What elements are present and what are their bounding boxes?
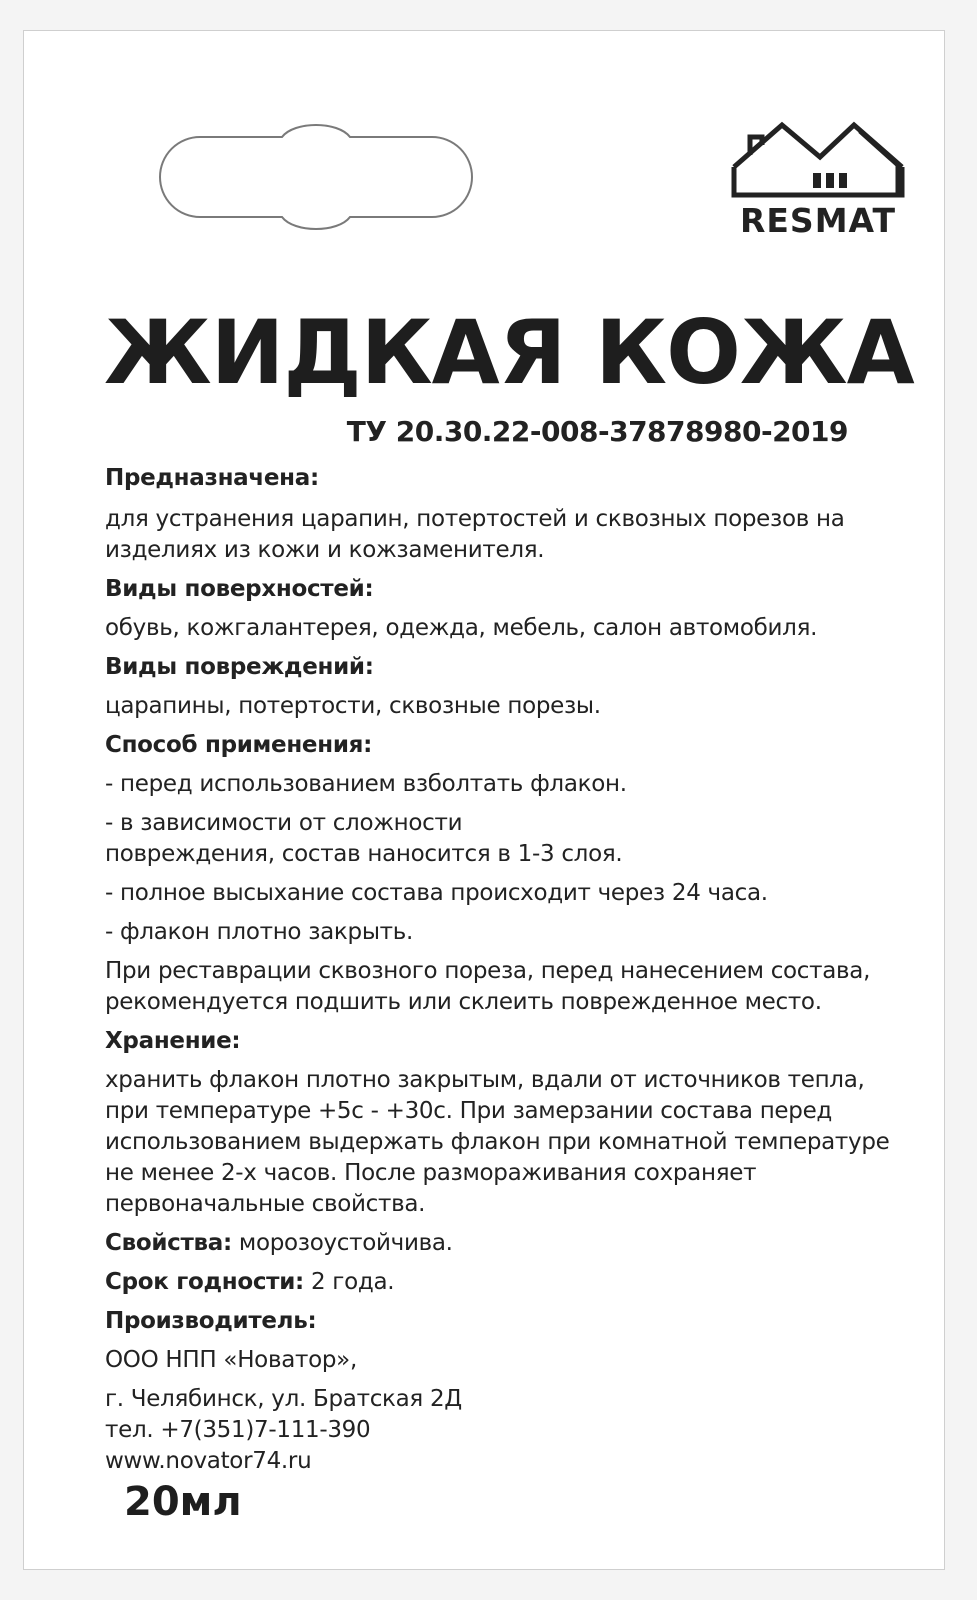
storage-line: при температуре +5с - +30с. При замерзании состава перед <box>105 1098 833 1124</box>
damage-text: царапины, потертости, сквозные порезы. <box>105 693 601 719</box>
purpose-text-line: для устранения царапин, потертостей и сквозных порезов на <box>105 506 845 532</box>
surfaces-text: обувь, кожгалантерея, одежда, мебель, салон автомобиля. <box>105 615 818 641</box>
usage-step: - полное высыхание состава происходит через 24 часа. <box>105 880 768 906</box>
storage-line: хранить флакон плотно закрытым, вдали от источников тепла, <box>105 1067 865 1093</box>
storage-line: первоначальные свойства. <box>105 1191 426 1217</box>
manufacturer-heading: Производитель: <box>105 1308 317 1334</box>
purpose-heading: Предназначена: <box>105 465 319 491</box>
product-title: ЖИДКАЯ КОЖА <box>104 301 914 404</box>
manufacturer-website: www.novator74.ru <box>105 1448 312 1474</box>
hang-hole-cutout <box>154 123 478 235</box>
properties-label: Свойства: <box>105 1230 232 1256</box>
usage-heading: Способ применения: <box>105 732 373 758</box>
damage-heading: Виды повреждений: <box>105 654 374 680</box>
manufacturer-name: ООО НПП «Новатор», <box>105 1347 357 1373</box>
product-volume: 20мл <box>124 1479 242 1525</box>
brand-name: RESMAT <box>739 201 897 240</box>
usage-note: При реставрации сквозного пореза, перед нанесением состава, <box>105 958 871 984</box>
storage-heading: Хранение: <box>105 1028 241 1054</box>
manufacturer-address: г. Челябинск, ул. Братская 2Д <box>105 1386 462 1412</box>
manufacturer-phone: тел. +7(351)7-111-390 <box>105 1417 371 1443</box>
shelf-life-label: Срок годности: <box>105 1269 304 1295</box>
label-content <box>105 463 915 1477</box>
purpose-text-line: изделиях из кожи и кожзаменителя. <box>105 537 545 563</box>
shelf-life-row <box>105 1267 915 1298</box>
usage-step: - в зависимости от сложности <box>105 810 463 836</box>
surfaces-heading: Виды поверхностей: <box>105 576 374 602</box>
usage-step: повреждения, состав наносится в 1-3 слоя. <box>105 841 623 867</box>
storage-line: не менее 2-х часов. После размораживания сохраняет <box>105 1160 757 1186</box>
product-label-card <box>23 30 945 1570</box>
brand-logo <box>730 117 906 247</box>
usage-step: - перед использованием взболтать флакон. <box>105 771 627 797</box>
usage-note: рекомендуется подшить или склеить поврежденное место. <box>105 989 822 1015</box>
storage-line: использованием выдержать флакон при комнатной температуре <box>105 1129 890 1155</box>
technical-spec-code: ТУ 20.30.22-008-37878980-2019 <box>346 415 848 448</box>
shelf-life-value: 2 года. <box>303 1269 395 1295</box>
properties-value: морозоустойчива. <box>231 1230 453 1256</box>
usage-step: - флакон плотно закрыть. <box>105 919 414 945</box>
house-roof-icon <box>730 117 906 199</box>
properties-row <box>105 1228 915 1259</box>
